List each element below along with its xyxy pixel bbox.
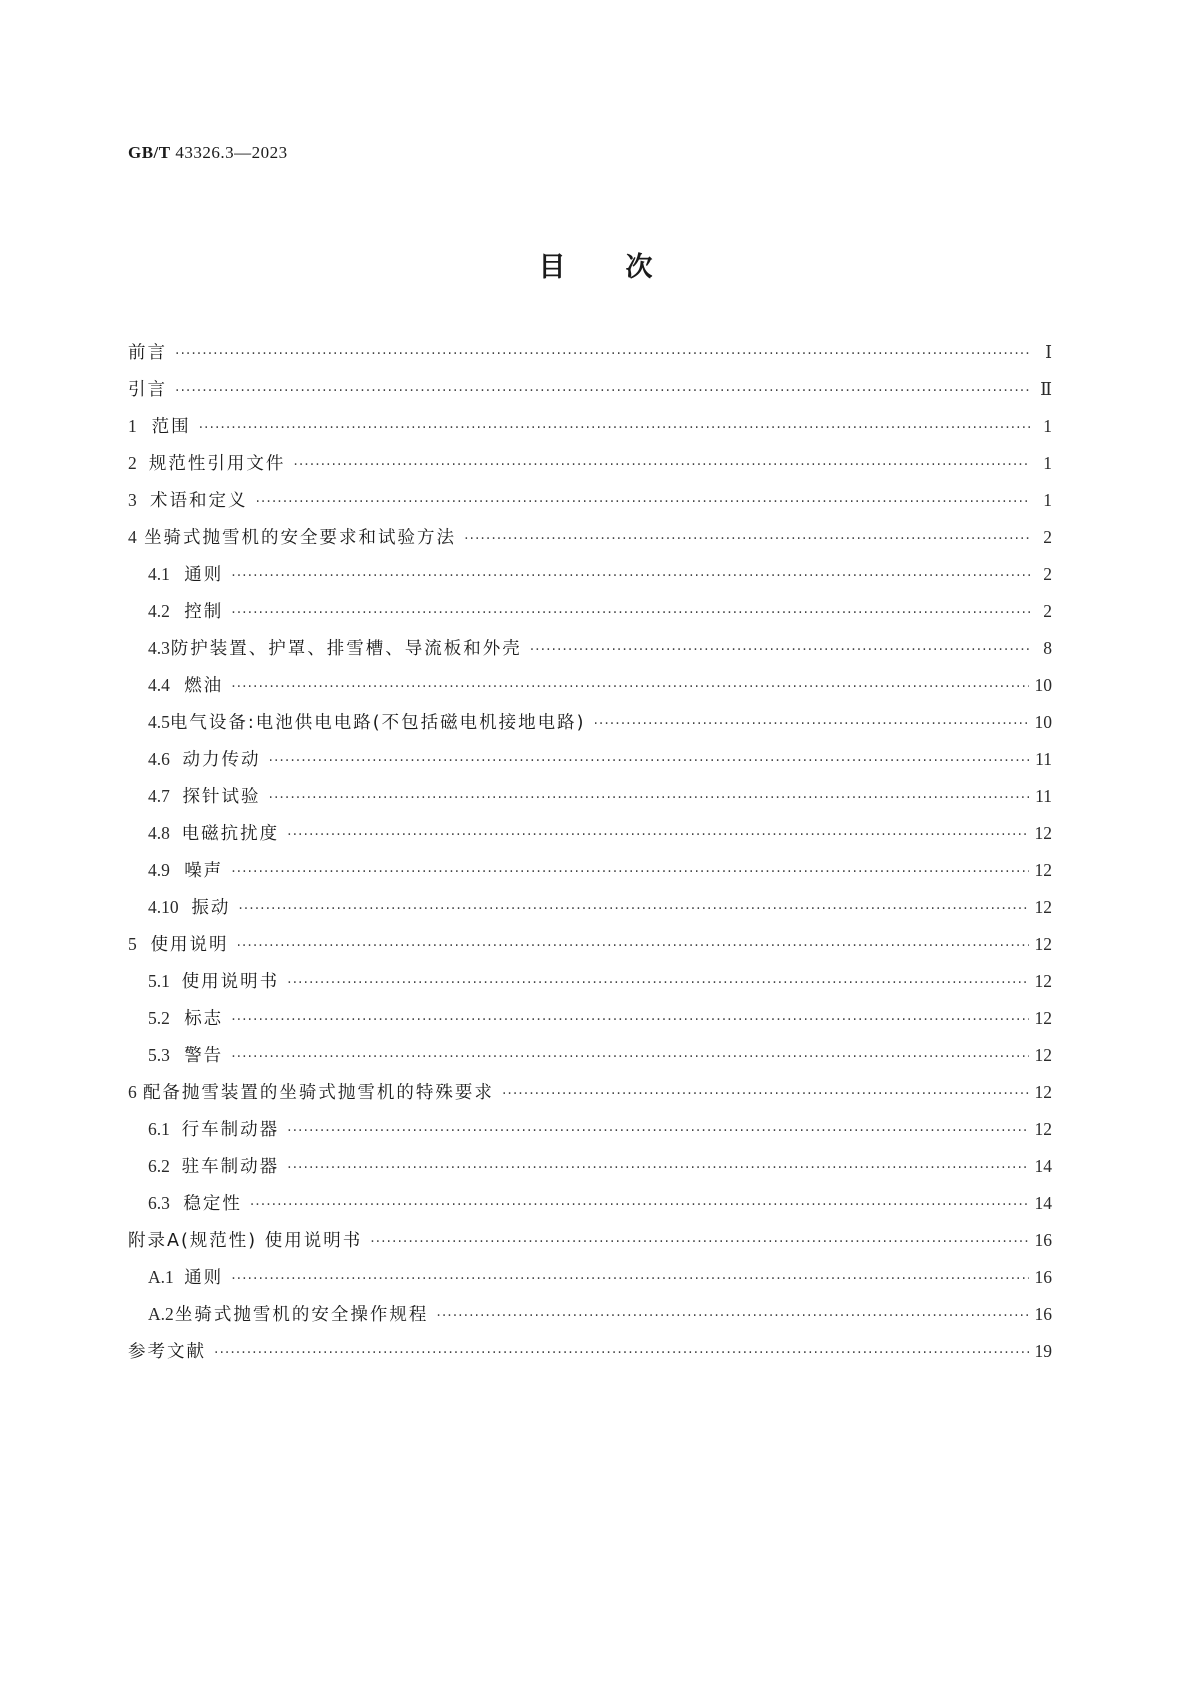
toc-entry-label: 坐骑式抛雪机的安全要求和试验方法 <box>144 528 457 548</box>
toc-leader-dots <box>293 457 1030 473</box>
toc-entry-page: 12 <box>1034 1082 1052 1102</box>
toc-entry-page: 12 <box>1034 1119 1052 1139</box>
toc-leader-dots <box>269 790 1030 806</box>
toc-leader-dots <box>175 346 1030 362</box>
toc-entry-number: 3 <box>128 490 137 510</box>
toc-leader-dots <box>231 1049 1028 1065</box>
toc-entry-number: 4.2 <box>148 601 170 621</box>
toc-entry[interactable] <box>128 1116 1052 1153</box>
toc-entry[interactable] <box>128 894 1052 931</box>
toc-entry-page: Ⅱ <box>1040 379 1052 399</box>
toc-entry-page: 12 <box>1034 1045 1052 1065</box>
toc-entry-page: 12 <box>1034 860 1052 880</box>
toc-entry[interactable] <box>128 783 1052 820</box>
toc-entry-number: 2 <box>128 453 137 473</box>
toc-entry-number: A.2 <box>148 1304 174 1324</box>
toc-leader-dots <box>287 827 1028 843</box>
toc-entry[interactable] <box>128 1042 1052 1079</box>
toc-entry-number: 4.4 <box>148 675 170 695</box>
toc-entry-label: 使用说明书 <box>181 972 280 992</box>
toc-entry-label: 探针试验 <box>182 787 261 807</box>
toc-entry[interactable] <box>128 1005 1052 1042</box>
toc-entry[interactable] <box>128 820 1052 857</box>
toc-entry-page: 10 <box>1034 675 1052 695</box>
toc-entry[interactable] <box>128 413 1052 450</box>
toc-entry-label: 行车制动器 <box>181 1120 280 1140</box>
toc-entry[interactable] <box>128 1190 1052 1227</box>
toc-entry-number: 4.7 <box>148 786 170 806</box>
toc-entry-page: 2 <box>1043 527 1052 547</box>
standard-code <box>128 143 288 163</box>
toc-entry-page: 14 <box>1034 1193 1052 1213</box>
toc-entry[interactable] <box>128 968 1052 1005</box>
toc-entry-page: 16 <box>1034 1304 1052 1324</box>
page-title: 目次 <box>538 252 713 283</box>
toc-entry[interactable] <box>128 1301 1052 1338</box>
toc-leader-dots <box>231 605 1030 621</box>
toc-entry[interactable] <box>128 931 1052 968</box>
toc-leader-dots <box>231 568 1030 584</box>
toc-entry-number: A.1 <box>148 1267 174 1287</box>
toc-leader-dots <box>199 420 1030 436</box>
toc-entry-number: 4.1 <box>148 564 170 584</box>
toc-entry[interactable] <box>128 1227 1052 1264</box>
toc-entry-label: 警告 <box>184 1046 224 1066</box>
toc-entry[interactable] <box>128 1079 1052 1116</box>
toc-entry-page: 12 <box>1034 1008 1052 1028</box>
toc-leader-dots <box>436 1308 1028 1324</box>
toc-entry-page: 11 <box>1035 749 1052 769</box>
toc-entry-page: 12 <box>1034 823 1052 843</box>
table-of-contents <box>128 339 1052 1375</box>
toc-entry-number: 5.1 <box>148 971 170 991</box>
toc-entry-label: 范围 <box>151 417 191 437</box>
toc-entry-label: 电气设备:电池供电电路(不包括磁电机接地电路) <box>169 713 586 733</box>
toc-entry[interactable] <box>128 857 1052 894</box>
toc-entry-page: 11 <box>1035 786 1052 806</box>
toc-entry-number: 4.9 <box>148 860 170 880</box>
toc-entry[interactable] <box>128 1264 1052 1301</box>
toc-entry-number: 4.5 <box>148 712 170 732</box>
toc-entry-page: 8 <box>1043 638 1052 658</box>
toc-leader-dots <box>287 1123 1028 1139</box>
toc-entry-page: 16 <box>1034 1230 1052 1250</box>
toc-entry-number: 4 <box>128 527 137 547</box>
toc-entry-number: 4.3 <box>148 638 170 658</box>
toc-leader-dots <box>175 383 1030 399</box>
toc-entry-page: 1 <box>1043 416 1052 436</box>
toc-leader-dots <box>214 1345 1029 1361</box>
toc-entry[interactable] <box>128 1338 1052 1375</box>
toc-entry-page: 19 <box>1034 1341 1052 1361</box>
toc-entry-number: 5.2 <box>148 1008 170 1028</box>
toc-entry[interactable] <box>128 524 1052 561</box>
toc-entry-number: 5.3 <box>148 1045 170 1065</box>
toc-entry-number: 4.8 <box>148 823 170 843</box>
toc-leader-dots <box>238 901 1028 917</box>
toc-leader-dots <box>269 753 1030 769</box>
toc-entry-page: 12 <box>1034 971 1052 991</box>
toc-entry[interactable] <box>128 1153 1052 1190</box>
toc-entry[interactable] <box>128 635 1052 672</box>
toc-entry-number: 5 <box>128 934 137 954</box>
toc-entry-label: 使用说明 <box>150 935 229 955</box>
toc-entry-label: 参考文献 <box>128 1342 206 1362</box>
toc-leader-dots <box>255 494 1030 510</box>
toc-entry-label: 动力传动 <box>182 750 261 770</box>
toc-entry-number: 1 <box>128 416 137 436</box>
toc-leader-dots <box>530 642 1030 658</box>
standard-prefix: GB/T <box>128 143 171 162</box>
toc-entry-label: 通则 <box>184 565 224 585</box>
toc-leader-dots <box>231 864 1028 880</box>
toc-entry-number: 6 <box>128 1082 137 1102</box>
toc-entry-page: 2 <box>1043 564 1052 584</box>
toc-leader-dots <box>464 531 1030 547</box>
toc-entry-label: 引言 <box>128 380 167 400</box>
toc-entry-page: 10 <box>1034 712 1052 732</box>
toc-entry-label: 规范性引用文件 <box>148 454 286 474</box>
toc-entry-page: 16 <box>1034 1267 1052 1287</box>
toc-entry-label: 坐骑式抛雪机的安全操作规程 <box>174 1305 429 1325</box>
toc-entry-label: 驻车制动器 <box>181 1157 280 1177</box>
toc-entry[interactable] <box>128 672 1052 709</box>
toc-entry-label: 噪声 <box>184 861 224 881</box>
toc-entry[interactable] <box>128 598 1052 635</box>
toc-leader-dots <box>231 1271 1028 1287</box>
toc-entry[interactable] <box>128 339 1052 376</box>
toc-entry-page: 14 <box>1034 1156 1052 1176</box>
toc-leader-dots <box>287 1160 1028 1176</box>
toc-entry-label: 附录A(规范性) 使用说明书 <box>128 1231 363 1251</box>
toc-entry-page: Ⅰ <box>1045 342 1052 362</box>
toc-entry[interactable] <box>128 561 1052 598</box>
toc-leader-dots <box>231 679 1028 695</box>
toc-entry[interactable] <box>128 746 1052 783</box>
toc-leader-dots <box>370 1234 1028 1250</box>
toc-entry-label: 控制 <box>184 602 224 622</box>
toc-entry-page: 1 <box>1043 490 1052 510</box>
toc-entry-page: 12 <box>1034 897 1052 917</box>
toc-entry-label: 标志 <box>184 1009 224 1029</box>
toc-entry[interactable] <box>128 450 1052 487</box>
toc-entry-page: 1 <box>1043 453 1052 473</box>
toc-entry-label: 通则 <box>184 1268 224 1288</box>
toc-leader-dots <box>250 1197 1029 1213</box>
toc-leader-dots <box>502 1086 1029 1102</box>
toc-entry-number: 6.2 <box>148 1156 170 1176</box>
standard-number: 43326.3—2023 <box>175 143 288 162</box>
toc-entry[interactable] <box>128 376 1052 413</box>
toc-leader-dots <box>593 716 1028 732</box>
toc-entry-number: 6.1 <box>148 1119 170 1139</box>
toc-entry-label: 前言 <box>128 343 167 363</box>
toc-leader-dots <box>236 938 1028 954</box>
toc-entry[interactable] <box>128 709 1052 746</box>
toc-leader-dots <box>231 1012 1028 1028</box>
toc-entry-label: 振动 <box>191 898 231 918</box>
toc-entry-label: 电磁抗扰度 <box>181 824 280 844</box>
toc-entry-number: 4.10 <box>148 897 179 917</box>
toc-entry-number: 4.6 <box>148 749 170 769</box>
toc-leader-dots <box>287 975 1028 991</box>
toc-entry-label: 防护装置、护罩、排雪槽、导流板和外壳 <box>170 639 522 659</box>
toc-entry-label: 燃油 <box>184 676 224 696</box>
toc-entry-label: 配备抛雪装置的坐骑式抛雪机的特殊要求 <box>142 1083 494 1103</box>
toc-entry-label: 稳定性 <box>183 1194 242 1214</box>
toc-entry-page: 2 <box>1043 601 1052 621</box>
toc-entry-label: 术语和定义 <box>149 491 248 511</box>
toc-entry-number: 6.3 <box>148 1193 170 1213</box>
toc-entry-page: 12 <box>1034 934 1052 954</box>
toc-entry[interactable] <box>128 487 1052 524</box>
